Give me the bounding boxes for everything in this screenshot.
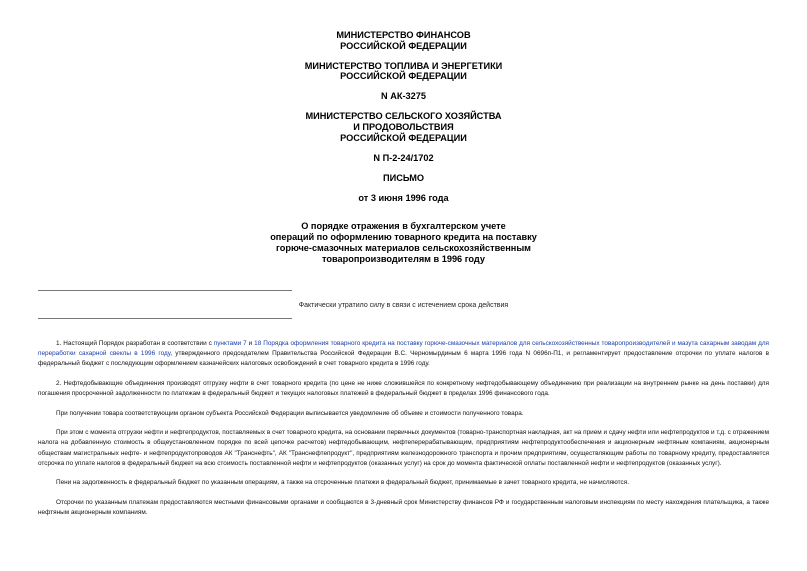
title-line: операций по оформлению товарного кредита на поставку [270,231,537,242]
heading-line: МИНИСТЕРСТВО ФИНАНСОВ [336,30,471,40]
document-type: ПИСЬМО [382,172,425,183]
ministry-fuel-heading [0,61,807,82]
heading-line: РОССИЙСКОЙ ФЕДЕРАЦИИ [340,40,467,51]
document-body [38,339,769,527]
paragraph-text: 1. Настоящий Порядок разработан в соответствии с [56,340,214,347]
document-number-2: N П-2-24/1702 [373,152,434,163]
paragraph-5: Пени на задолженность в федеральный бюджет по указанным операциям, а также на отсроченные платежи в федеральный бюджет, принимаемые в зачет товарного кредита, не начисляются. [56,479,629,487]
document-title [0,221,807,265]
heading-line: МИНИСТЕРСТВО СЕЛЬСКОГО ХОЗЯЙСТВА [305,111,502,122]
divider [38,290,292,291]
document-header [0,30,807,265]
heading-line: РОССИЙСКОЙ ФЕДЕРАЦИИ [340,132,467,143]
paragraph-2: 2. Нефтедобывающие объединения производят отгрузку нефти в счет товарного кредита (по цене не ниже сложившейся по конкретному нефтедобывающему объединению при реализации на внутреннем рынке на день поставки) для погашения просроченной задолженности по платежам в федеральный бюджет и текущих налоговых платежей в федеральный бюджет в пределах 1996 финансового года. [38,379,769,398]
link-credit-procedure[interactable]: 18 Порядка оформления товарного кредита на поставку горюче-смазочных материалов для сельскохозяйственных товаропроизводителей и мазута сахарным заводам для переработки сахарной свеклы в 1996 году [38,340,770,358]
divider [38,318,292,319]
ministry-finance-heading [0,30,807,51]
heading-line: РОССИЙСКОЙ ФЕДЕРАЦИИ [340,71,467,82]
document-number-1: N АК-3275 [381,91,426,102]
heading-line: И ПРОДОВОЛЬСТВИЯ [353,122,454,133]
paragraph-text: , утвержденного председателем Правительства Российской Федерации В.С. Черномырдиным 6 марта 1996 года N 0696п-П1, и регламентирует предоставление отсрочки по уплате налогов в федеральный бюджет с последующим оформлением казначейских налоговых освобождений в счет товарного кредита в 1996 году. [38,350,769,368]
paragraph-6: Отсрочки по указанным платежам предоставляются местными финансовыми органами и сообщаются в 3-дневный срок Министерству финансов РФ и государственным налоговым инспекциям по месту нахождения плательщика, а также нефтяным акционерным компаниям. [38,498,769,516]
status-note: Фактически утратило силу в связи с истечением срока действия [298,302,509,309]
link-points-7[interactable]: пунктами 7 [213,340,247,347]
document-date: от 3 июня 1996 года [358,192,449,203]
heading-line: МИНИСТЕРСТВО ТОПЛИВА И ЭНЕРГЕТИКИ [304,60,503,71]
title-line: товаропроизводителям в 1996 году [322,253,485,264]
paragraph-1 [38,339,769,370]
title-line: горюче-смазочных материалов сельскохозяйственным [276,242,531,253]
paragraph-3: При получении товара соответствующим органом субъекта Российской Федерации выписывается уведомление об объеме и стоимости полученного товара. [56,409,524,417]
paragraph-text: и [246,340,255,347]
title-line: О порядке отражения в бухгалтерском учете [301,220,506,231]
paragraph-4: При этом с момента отгрузки нефти и нефтепродуктов, поставляемых в счет товарного кредита, на основании первичных документов (товарно-транспортная накладная, акт на прием и сдачу нефти или нефтепродуктов и т.д. с отражением налога на добавленную стоимость в общеустановленном порядке по всей цепочке расчетов) нефтедобывающим, нефтеперерабатывающим, предприятиям нефтепродуктообеспечения и акционерным нефтяным компаниям, акционерным обществам магистральных нефте- и нефтепродуктопроводов АК "Транснефть", АК "Транснефтепродукт", предприятиям железнодорожного транспорта и прочим предприятиям, осуществляющим работы по товарному кредиту, предоставляется отсрочка по уплате налогов в федеральный бюджет на всю стоимость поставленной нефти и нефтепродуктов (оказанных услуг) на срок до момента фактической оплаты поставленной нефти и нефтепродуктов (оказанных услуг). [38,429,769,467]
ministry-agriculture-heading [0,111,807,143]
